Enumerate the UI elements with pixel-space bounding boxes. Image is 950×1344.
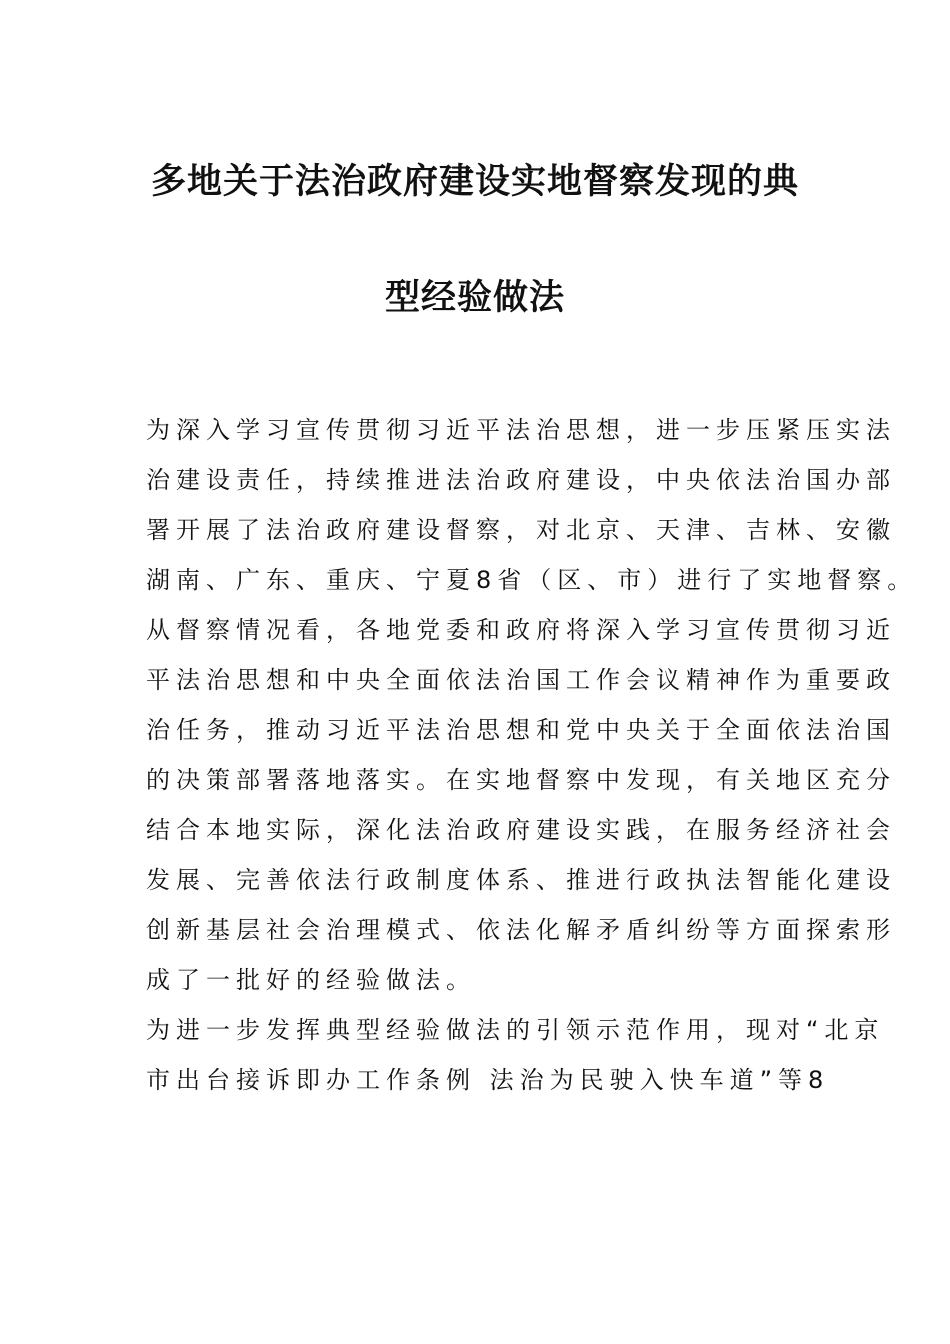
body-text-line-3: 署开展了法治政府建设督察，对北京、天津、吉林、安徽	[146, 516, 896, 544]
body-text-line-1: 为深入学习宣传贯彻习近平法治思想，进一步压紧压实法	[146, 416, 896, 444]
body-text-line-11: 创新基层社会治理模式、依法化解矛盾纠纷等方面探索形	[146, 916, 896, 944]
body-text-line-6: 平法治思想和中央全面依法治国工作会议精神作为重要政	[146, 666, 896, 694]
body-text-line-9: 结合本地实际，深化法治政府建设实践，在服务经济社会	[146, 816, 896, 844]
body-text-line-10: 发展、完善依法行政制度体系、推进行政执法智能化建设	[146, 866, 896, 894]
body-text-line-14: 市出台接诉即办工作条例 法治为民驶入快车道”等8	[146, 1066, 830, 1094]
body-text-line-8: 的决策部署落地落实。在实地督察中发现，有关地区充分	[146, 766, 896, 794]
body-text-line-12: 成了一批好的经验做法。	[146, 966, 476, 994]
body-text-line-7: 治任务，推动习近平法治思想和党中央关于全面依法治国	[146, 716, 896, 744]
document-title-line-1: 多地关于法治政府建设实地督察发现的典	[150, 161, 799, 202]
body-text-line-13: 为进一步发挥典型经验做法的引领示范作用，现对“北京	[146, 1016, 885, 1044]
body-text-line-5: 从督察情况看，各地党委和政府将深入学习宣传贯彻习近	[146, 616, 896, 644]
body-text-line-2: 治建设责任，持续推进法治政府建设，中央依法治国办部	[146, 466, 896, 494]
body-text-line-4: 湖南、广东、重庆、宁夏8省（区、市）进行了实地督察。	[146, 566, 918, 594]
document-title-line-2: 型经验做法	[384, 277, 565, 318]
